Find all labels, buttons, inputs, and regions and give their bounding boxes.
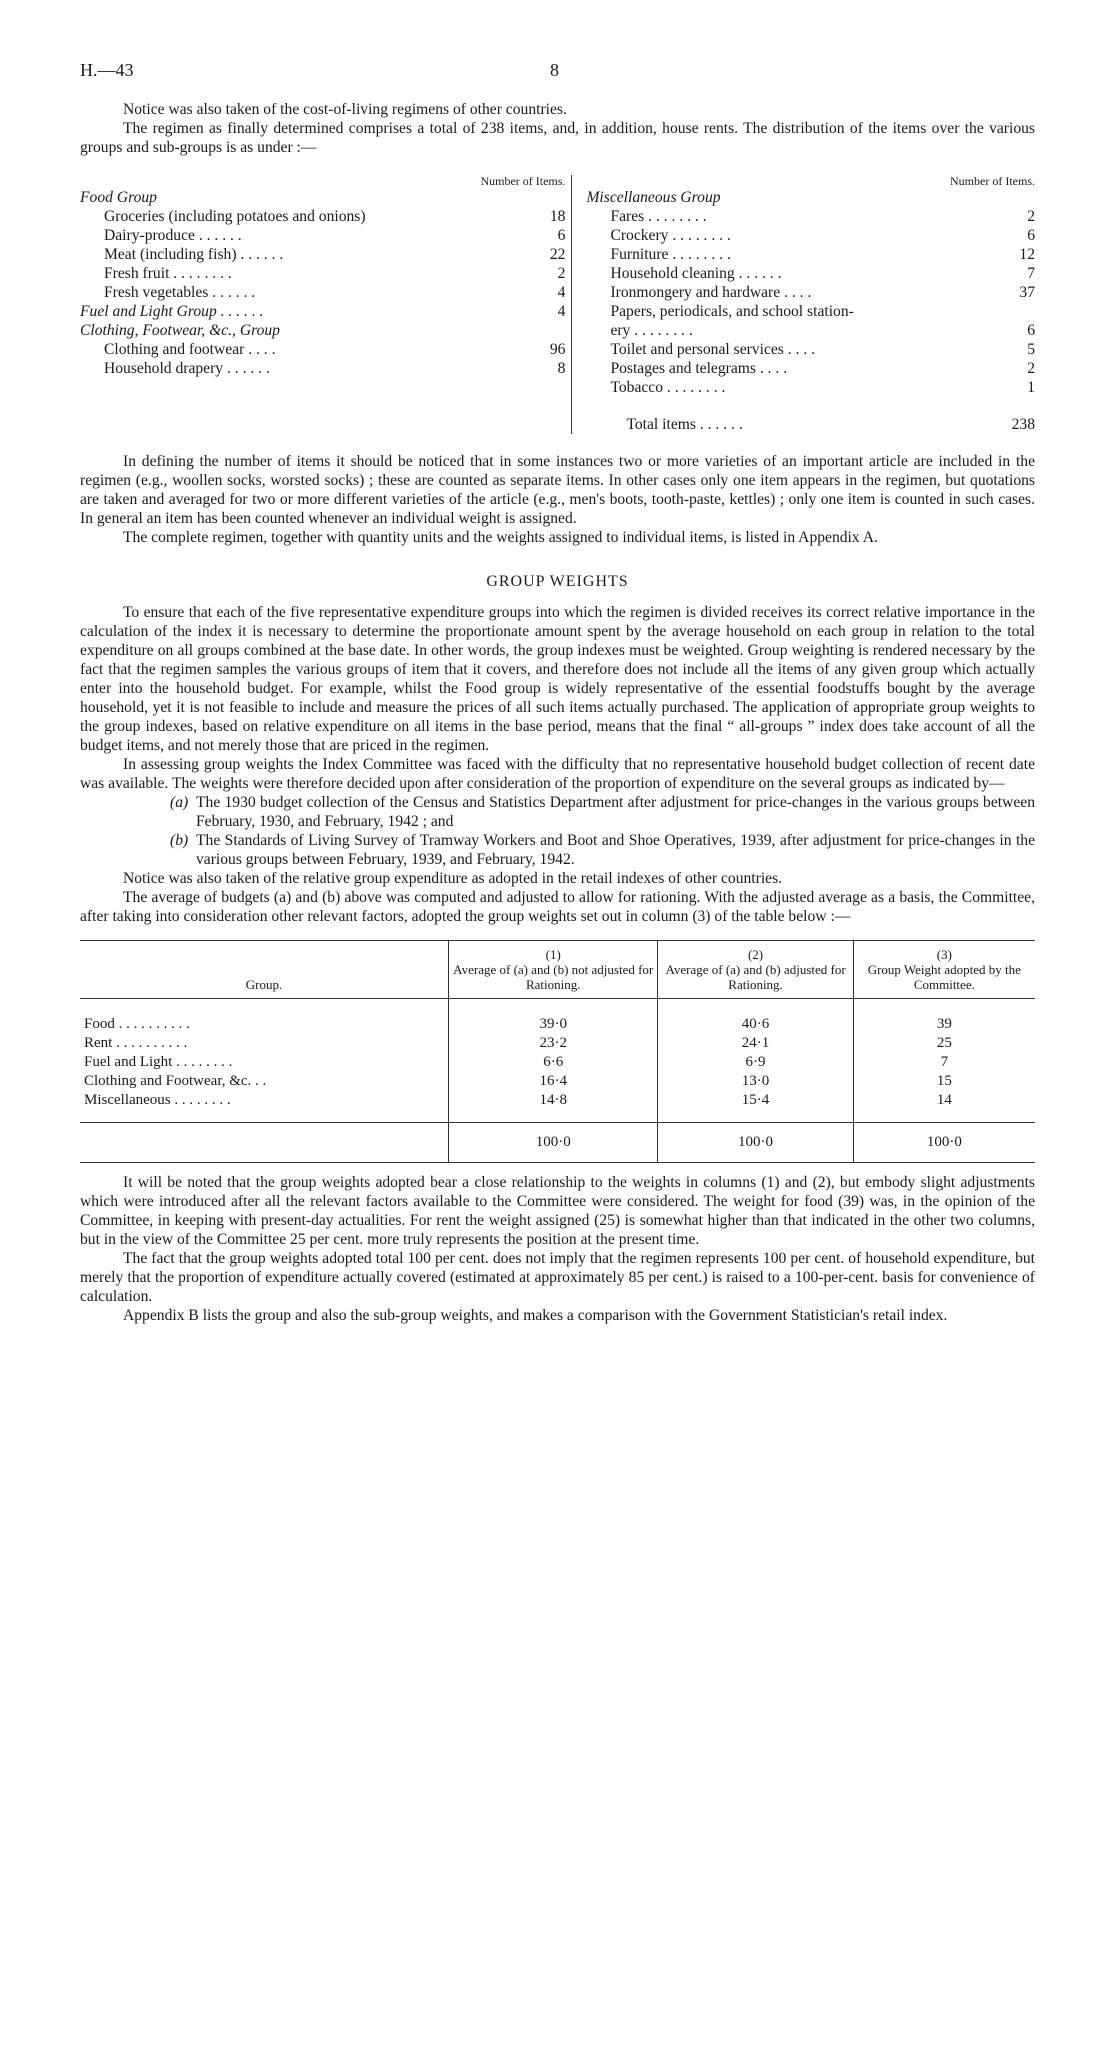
intro-paragraph: Notice was also taken of the cost-of-living regimens of other countries. [123, 101, 567, 118]
item-count: 2 [557, 265, 566, 282]
item-label: Postages and telegrams . . . . [610, 360, 788, 377]
list-marker: (b) [170, 832, 189, 849]
list-item [170, 793, 1035, 831]
items-total-row [586, 415, 1035, 434]
body-paragraph: In assessing group weights the Index Committee was faced with the difficulty that no representative household budget collection of recent date was available. The weights were therefore decided upon after consideration of the proportion of expenditure on the several groups as indicated by— [80, 756, 1035, 792]
items-row [586, 207, 1035, 226]
item-count: 8 [557, 360, 566, 377]
item-count [995, 188, 1035, 207]
c3-cell: 15 [853, 1072, 1035, 1091]
body-paragraph: Appendix B lists the group and also the sub-group weights, and makes a comparison with the Government Statistician's retail index. [123, 1307, 948, 1324]
c3-cell: 14 [853, 1091, 1035, 1123]
total-label: Total items . . . . . . [626, 416, 743, 433]
total-value: 238 [1011, 416, 1035, 433]
table-header-row [80, 941, 1035, 999]
item-label: Miscellaneous Group [586, 189, 721, 206]
body-paragraph: The complete regimen, together with quantity units and the weights assigned to individual items, is listed in Appendix A. [123, 529, 878, 546]
table-row [80, 1053, 1035, 1072]
intro-paragraph: The regimen as finally determined comprises a total of 238 items, and, in addition, house rents. The distribution of the items over the various groups and sub-groups is as under :— [80, 120, 1035, 156]
c2-cell: 40·6 [658, 999, 853, 1035]
c2-cell: 15·4 [658, 1091, 853, 1123]
item-count: 12 [1019, 246, 1035, 263]
group-weights-table [80, 940, 1035, 1163]
item-label: Fuel and Light Group . . . . . . [80, 303, 264, 320]
item-count: 22 [549, 246, 566, 263]
item-count: 37 [1019, 284, 1035, 301]
group-name-cell: Clothing and Footwear, &c. . . [84, 1073, 267, 1089]
item-label: Fresh fruit . . . . . . . . [104, 265, 232, 282]
items-row [80, 264, 565, 283]
items-row [80, 245, 565, 264]
group-column-header: Group. [245, 977, 283, 992]
items-row [80, 207, 565, 226]
total-c1: 100·0 [449, 1123, 658, 1163]
total-c2: 100·0 [658, 1123, 853, 1163]
item-label: Ironmongery and hardware . . . . [610, 284, 812, 301]
list-item [170, 831, 1035, 869]
item-label: ery . . . . . . . . [610, 322, 693, 339]
c1-cell: 6·6 [449, 1053, 658, 1072]
table-row [80, 1034, 1035, 1053]
list-marker: (a) [170, 794, 189, 811]
body-paragraph: To ensure that each of the five representative expenditure groups into which the regimen is divided receives its correct relative importance in the calculation of the index it is necessary to determine the proportionate amount spent by the average household on each group in relation to the total expenditure on all groups combined at the base date. In other words, the group indexes must be weighted. Group weighting is rendered necessary by the fact that the regimen samples the various groups of item that it covers, and therefore does not include all the items of any given group which actually enter into the household budget. For example, whilst the Food group is widely representative of the essential foodstuffs bought by the average household, yet it is not feasible to include and measure the prices of all such items actually purchased. The application of appropriate group weights to the group indexes, based on relative expenditure on all items in the base period, means that the final “ all-groups ” index does take account of all the budget items, and not merely those that are priced in the regimen. [80, 604, 1035, 754]
table-total-row [80, 1123, 1035, 1163]
items-row [586, 321, 1035, 340]
items-row [80, 226, 565, 245]
items-row [80, 359, 565, 378]
item-label: Papers, periodicals, and school station- [610, 303, 854, 320]
item-count: 7 [1027, 265, 1035, 282]
body-paragraph: In defining the number of items it should be noticed that in some instances two or more varieties of an important article are included in the regimen (e.g., woollen socks, worsted socks) ; these are counted as separate items. In other cases only one item appears in the regimen, but quotations are taken and averaged for two or more different varieties of the article (e.g., men's boots, tooth-paste, kettles) ; only one item is counted in such cases. In general an item has been counted whenever an individual weight is assigned. [80, 453, 1035, 527]
sources-list [170, 793, 1035, 869]
section-heading: GROUP WEIGHTS [486, 573, 629, 590]
list-text: The Standards of Living Survey of Tramway Workers and Boot and Shoe Operatives, 1939, after adjustment for price-changes in the various groups between February, 1939, and February, 1942. [196, 832, 1035, 868]
item-count [995, 302, 1035, 321]
item-label: Clothing and footwear . . . . [104, 341, 276, 358]
c2-cell: 24·1 [658, 1034, 853, 1053]
items-row [586, 340, 1035, 359]
items-left-header [80, 175, 565, 188]
document-reference: H.—43 [80, 60, 134, 80]
item-count: 5 [1027, 341, 1035, 358]
column-2-header: (2) Average of (a) and (b) adjusted for Rationing. [658, 941, 853, 999]
items-row [80, 340, 565, 359]
table-row [80, 1091, 1035, 1123]
item-label: Dairy-produce . . . . . . [104, 227, 242, 244]
item-label: Food Group [80, 189, 157, 206]
table-row [80, 999, 1035, 1035]
c1-cell: 23·2 [449, 1034, 658, 1053]
item-count: 6 [1027, 227, 1035, 244]
c3-cell: 25 [853, 1034, 1035, 1053]
item-count: 96 [549, 341, 566, 358]
group-name-cell: Food . . . . . . . . . . [84, 1016, 190, 1032]
item-count: 18 [549, 208, 566, 225]
item-count: 6 [557, 227, 566, 244]
table-row [80, 1072, 1035, 1091]
c1-cell: 16·4 [449, 1072, 658, 1091]
item-label: Toilet and personal services . . . . [610, 341, 816, 358]
item-count: 4 [557, 303, 566, 320]
group-name-cell: Fuel and Light . . . . . . . . [84, 1054, 233, 1070]
items-row [586, 245, 1035, 264]
items-row [80, 188, 565, 207]
item-count: 2 [1027, 360, 1035, 377]
c1-cell: 39·0 [449, 999, 658, 1035]
items-row [586, 283, 1035, 302]
c3-cell: 7 [853, 1053, 1035, 1072]
c2-cell: 13·0 [658, 1072, 853, 1091]
items-row [586, 302, 1035, 321]
body-paragraph: Notice was also taken of the relative group expenditure as adopted in the retail indexes of other countries. [123, 870, 783, 887]
items-distribution-table [80, 175, 1035, 434]
items-right-column [572, 175, 1035, 434]
item-count: 2 [1027, 208, 1035, 225]
number-of-items-header: Number of Items. [480, 174, 566, 188]
number-of-items-header: Number of Items. [950, 174, 1035, 188]
group-name-cell: Rent . . . . . . . . . . [84, 1035, 188, 1051]
item-label: Clothing, Footwear, &c., Group [80, 322, 280, 339]
item-label: Fares . . . . . . . . [610, 208, 707, 225]
items-row [80, 283, 565, 302]
page-header [80, 60, 1035, 100]
items-right-header [586, 175, 1035, 188]
document-page [80, 60, 1035, 1325]
item-count [525, 321, 565, 340]
items-row [80, 321, 565, 340]
items-row [80, 302, 565, 321]
item-count [525, 188, 565, 207]
item-count: 6 [1027, 322, 1035, 339]
group-name-cell: Miscellaneous . . . . . . . . [84, 1092, 231, 1108]
item-label: Groceries (including potatoes and onions) [104, 208, 366, 225]
items-left-column [80, 175, 572, 434]
body-paragraph: The average of budgets (a) and (b) above was computed and adjusted to allow for rationing. With the adjusted average as a basis, the Committee, after taking into consideration other relevant factors, adopted the group weights set out in column (3) of the table below :— [80, 889, 1035, 925]
item-label: Household drapery . . . . . . [104, 360, 270, 377]
item-count: 4 [557, 284, 566, 301]
page-number: 8 [550, 60, 559, 80]
body-paragraph: It will be noted that the group weights adopted bear a close relationship to the weights in columns (1) and (2), but embody slight adjustments which were introduced after all the relevant factors available to the Committee were considered. The weight for food (39) was, in the opinion of the Committee, in keeping with present-day actualities. For rent the weight assigned (25) is somewhat higher than that indicated in the other two columns, but in the view of the Committee 25 per cent. more truly represents the position at the present time. [80, 1174, 1035, 1248]
items-row [586, 188, 1035, 207]
c1-cell: 14·8 [449, 1091, 658, 1123]
item-label: Tobacco . . . . . . . . [610, 379, 726, 396]
items-row [586, 264, 1035, 283]
item-label: Meat (including fish) . . . . . . [104, 246, 284, 263]
item-label: Crockery . . . . . . . . [610, 227, 731, 244]
column-1-header: (1) Average of (a) and (b) not adjusted for Rationing. [449, 941, 658, 999]
items-row [586, 226, 1035, 245]
c2-cell: 6·9 [658, 1053, 853, 1072]
total-c3: 100·0 [853, 1123, 1035, 1163]
column-3-header: (3) Group Weight adopted by the Committee. [853, 941, 1035, 999]
items-row [586, 378, 1035, 397]
item-count: 1 [1027, 379, 1035, 396]
list-text: The 1930 budget collection of the Census and Statistics Department after adjustment for price-changes in the various groups between February, 1930, and February, 1942 ; and [196, 794, 1035, 830]
item-label: Furniture . . . . . . . . [610, 246, 731, 263]
items-row [586, 359, 1035, 378]
item-label: Household cleaning . . . . . . [610, 265, 782, 282]
c3-cell: 39 [853, 999, 1035, 1035]
item-label: Fresh vegetables . . . . . . [104, 284, 256, 301]
body-paragraph: The fact that the group weights adopted total 100 per cent. does not imply that the regimen represents 100 per cent. of household expenditure, but merely that the proportion of expenditure actually covered (estimated at approximately 85 per cent.) is raised to a 100-per-cent. basis for convenience of calculation. [80, 1250, 1035, 1305]
